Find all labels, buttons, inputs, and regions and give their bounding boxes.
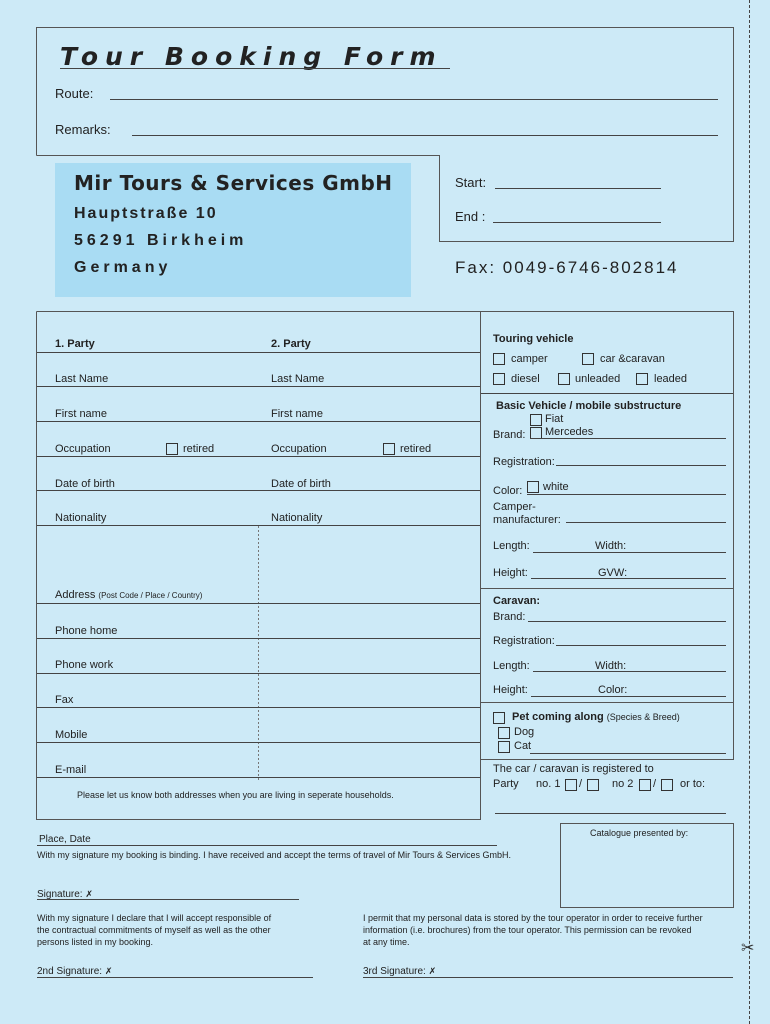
car-caravan-checkbox[interactable] [582, 353, 594, 365]
pet-checkbox[interactable] [493, 712, 505, 724]
place-date-field[interactable] [37, 845, 497, 846]
second-signature-x-icon: ✗ [104, 966, 113, 976]
p2-occupation-label: Occupation [271, 443, 327, 455]
camper-manufacturer-label-1: Camper- [493, 501, 536, 513]
address-label-text: Address [55, 589, 96, 601]
first-name-field[interactable] [37, 421, 480, 422]
signature-x-icon: ✗ [85, 889, 93, 899]
p1-occupation-label: Occupation [55, 443, 111, 455]
pet-field[interactable] [530, 753, 726, 754]
leaded-label: leaded [654, 373, 688, 385]
white-checkbox[interactable] [527, 481, 539, 493]
p2-retired-checkbox[interactable] [383, 443, 395, 455]
dob-field[interactable] [37, 490, 480, 491]
length-label: Length: [493, 540, 530, 552]
fiat-label: Fiat [545, 413, 564, 425]
permit-text [363, 912, 703, 948]
p2-dob-label: Date of birth [271, 478, 331, 490]
pet-title [512, 711, 680, 723]
caravan-height-label: Height: [493, 684, 528, 696]
third-signature-label [363, 966, 436, 977]
address-field[interactable] [37, 603, 480, 604]
unleaded-label: unleaded [575, 373, 621, 385]
route-field[interactable] [110, 99, 718, 100]
remarks-field[interactable] [132, 135, 718, 136]
caravan-brand-label: Brand: [493, 611, 526, 623]
dog-checkbox[interactable] [498, 727, 510, 739]
fiat-checkbox[interactable] [530, 414, 542, 426]
end-field[interactable] [493, 222, 661, 223]
start-field[interactable] [495, 188, 661, 189]
party2-header: 2. Party [271, 338, 311, 350]
p2-first-name-label: First name [271, 408, 323, 420]
route-label: Route: [55, 86, 94, 101]
occupation-field[interactable] [37, 456, 480, 457]
p1-retired-checkbox[interactable] [166, 443, 178, 455]
signature-field[interactable] [37, 899, 299, 900]
brand-field[interactable] [530, 438, 726, 439]
diesel-checkbox[interactable] [493, 373, 505, 385]
no2-checkbox-b[interactable] [661, 779, 673, 791]
phone-home-field[interactable] [37, 638, 480, 639]
mobile-field[interactable] [37, 742, 480, 743]
caravan-title: Caravan: [493, 595, 541, 607]
caravan-length-label: Length: [493, 660, 530, 672]
third-signature-field[interactable] [363, 977, 733, 978]
height-gvw-field[interactable] [531, 578, 726, 579]
company-name: Mir Tours & Services GmbH [74, 171, 393, 195]
registration-label: Registration: [493, 456, 555, 468]
email-field[interactable] [37, 777, 480, 778]
p1-dob-label: Date of birth [55, 478, 115, 490]
p1-last-name-label: Last Name [55, 373, 109, 385]
scissors-icon: ✂ [741, 940, 755, 957]
permit-line-2: information (i.e. brochures) from the tour operator. This permission can be revoked [363, 925, 692, 935]
color-field[interactable] [527, 494, 726, 495]
address-label [55, 589, 202, 601]
p2-retired-label: retired [400, 443, 432, 455]
third-signature-text: 3rd Signature: [363, 966, 426, 977]
phone-home-label: Phone home [55, 625, 118, 637]
second-signature-label [37, 966, 112, 977]
no1-slash: / [579, 778, 583, 790]
last-name-field[interactable] [37, 386, 480, 387]
unleaded-checkbox[interactable] [558, 373, 570, 385]
caravan-length-width-field[interactable] [533, 671, 726, 672]
pet-hint: (Species & Breed) [606, 712, 680, 722]
diesel-label: diesel [511, 373, 540, 385]
registered-other-field[interactable] [495, 813, 726, 814]
address-hint: (Post Code / Place / Country) [98, 591, 203, 600]
mobile-label: Mobile [55, 729, 88, 741]
caravan-height-color-field[interactable] [531, 696, 726, 697]
title-underline [60, 68, 450, 69]
fax-field[interactable] [37, 707, 480, 708]
company-street: Hauptstraße 10 [74, 205, 218, 222]
header-underline [37, 352, 480, 353]
remarks-label: Remarks: [55, 122, 111, 137]
nationality-field[interactable] [37, 525, 480, 526]
company-country: Germany [74, 259, 172, 276]
signature-label-text: Signature: [37, 889, 83, 900]
third-signature-x-icon: ✗ [428, 966, 437, 976]
fax-label: Fax [55, 694, 74, 706]
declare-line-3: persons listed in my booking. [37, 937, 154, 947]
permit-line-1: I permit that my personal data is stored by the tour operator in order to receive further [363, 913, 703, 923]
p1-nationality-label: Nationality [55, 512, 107, 524]
no1-checkbox-a[interactable] [565, 779, 577, 791]
brand-label: Brand: [493, 429, 526, 441]
cat-label: Cat [514, 740, 532, 752]
catalogue-label: Catalogue presented by: [590, 828, 689, 838]
gvw-label: GVW: [598, 567, 628, 579]
p2-nationality-label: Nationality [271, 512, 323, 524]
camper-label: camper [511, 353, 548, 365]
no2-slash: / [653, 778, 657, 790]
permit-line-3: at any time. [363, 937, 410, 947]
car-caravan-label: car &caravan [600, 353, 665, 365]
caravan-registration-field[interactable] [556, 645, 726, 646]
party1-header: 1. Party [55, 338, 95, 350]
mercedes-label: Mercedes [545, 426, 594, 438]
camper-manufacturer-label-2: manufacturer: [493, 514, 561, 526]
p2-last-name-label: Last Name [271, 373, 325, 385]
end-label: End : [455, 209, 486, 224]
declare-text [37, 912, 271, 948]
registered-no2-label: no 2 [612, 778, 634, 790]
color-label: Color: [493, 485, 523, 497]
leaded-checkbox[interactable] [636, 373, 648, 385]
registered-no1-label: no. 1 [536, 778, 561, 790]
company-box [55, 163, 411, 297]
basic-vehicle-title: Basic Vehicle / mobile substructure [496, 400, 682, 412]
parties-frame [36, 311, 734, 820]
registration-field[interactable] [556, 465, 726, 466]
or-to-label: or to: [680, 778, 706, 790]
p1-first-name-label: First name [55, 408, 107, 420]
p1-retired-label: retired [183, 443, 215, 455]
caravan-brand-field[interactable] [528, 621, 726, 622]
declare-line-1: With my signature I declare that I will accept responsible of [37, 913, 272, 923]
registered-party-label: Party [493, 778, 519, 790]
cut-line [749, 0, 750, 1024]
no2-checkbox-a[interactable] [639, 779, 651, 791]
registered-label: The car / caravan is registered to [493, 763, 654, 775]
camper-checkbox[interactable] [493, 353, 505, 365]
height-label: Height: [493, 567, 528, 579]
white-label: white [543, 481, 569, 493]
form-title: Tour Booking Form [60, 42, 443, 71]
second-signature-field[interactable] [37, 977, 313, 978]
phone-work-field[interactable] [37, 673, 480, 674]
cat-checkbox[interactable] [498, 741, 510, 753]
fax-number: Fax: 0049-6746-802814 [455, 258, 679, 277]
email-label: E-mail [55, 764, 87, 776]
caravan-color-label: Color: [598, 684, 628, 696]
address-note: Please let us know both addresses when you are living in seperate households. [77, 790, 394, 800]
caravan-width-label: Width: [595, 660, 627, 672]
declare-line-2: the contractual commitments of myself as well as the other [37, 925, 271, 935]
vehicle-divider [481, 393, 733, 394]
touring-vehicle-title: Touring vehicle [493, 333, 574, 345]
no1-checkbox-b[interactable] [587, 779, 599, 791]
caravan-registration-label: Registration: [493, 635, 555, 647]
width-label: Width: [595, 540, 627, 552]
start-label: Start: [455, 175, 487, 190]
place-date-label: Place, Date [39, 834, 91, 845]
phone-work-label: Phone work [55, 659, 114, 671]
length-width-field[interactable] [533, 552, 726, 553]
binding-statement: With my signature my booking is binding. I have received and accept the terms of travel of Mir Tours & Services GmbH. [37, 850, 512, 860]
camper-manufacturer-field[interactable] [566, 522, 726, 523]
company-city: 56291 Birkheim [74, 232, 248, 249]
dog-label: Dog [514, 726, 535, 738]
second-signature-text: 2nd Signature: [37, 966, 103, 977]
pet-title-text: Pet coming along [512, 711, 604, 723]
